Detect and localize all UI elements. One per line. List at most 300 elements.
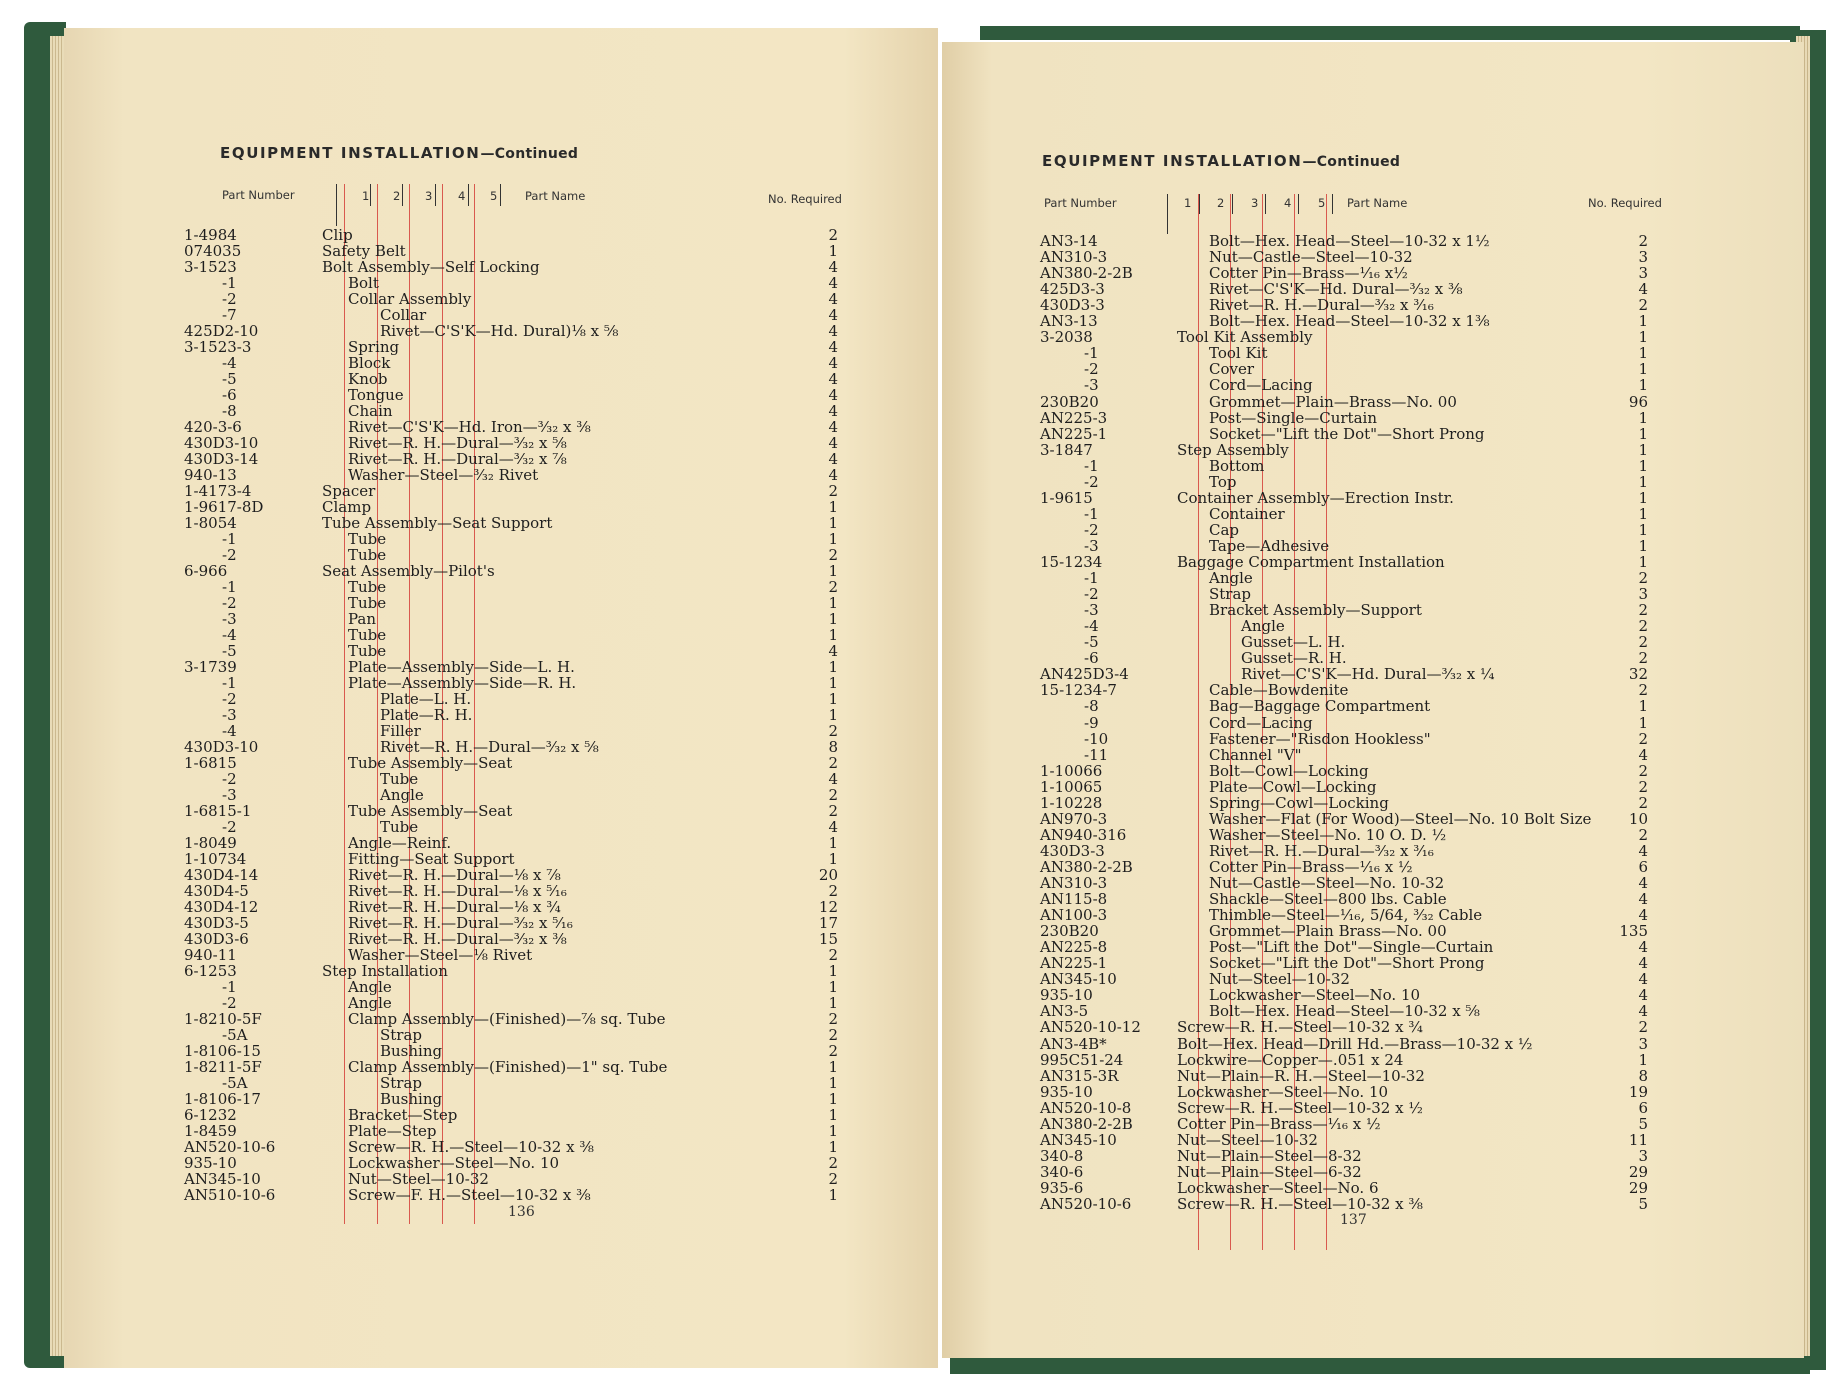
part-name: Nut—Castle—Steel—10-32	[1209, 248, 1413, 267]
part-name: Tool Kit	[1209, 344, 1268, 363]
left-part-row	[64, 595, 864, 611]
quantity-required: 1	[828, 690, 838, 708]
part-name: Angle	[348, 994, 392, 1012]
right-part-row	[942, 602, 1762, 618]
part-number: AN520-10-12	[1040, 1018, 1141, 1037]
quantity-required: 4	[828, 450, 838, 468]
part-number: -10	[1084, 729, 1109, 748]
quantity-required: 4	[828, 338, 838, 356]
quantity-required: 2	[828, 786, 838, 804]
part-number: -2	[1084, 472, 1099, 491]
left-part-row	[64, 339, 864, 355]
part-name: Rivet—R. H.—Dural—³⁄₃₂ x ⅝	[348, 434, 567, 452]
right-part-row	[942, 538, 1762, 554]
part-number: -1	[222, 578, 237, 596]
left-part-row	[64, 723, 864, 739]
part-number: -8	[1084, 697, 1099, 716]
part-name: Plate—L. H.	[380, 690, 472, 708]
quantity-required: 96	[1628, 392, 1648, 411]
left-part-row	[64, 771, 864, 787]
quantity-required: 29	[1628, 1162, 1648, 1181]
part-number: -6	[1084, 649, 1099, 668]
right-part-row	[942, 875, 1762, 891]
part-number: AN520-10-6	[1040, 1195, 1132, 1213]
part-number: 1-4984	[184, 226, 237, 244]
quantity-required: 2	[1638, 1018, 1648, 1037]
part-number: -2	[222, 594, 237, 612]
quantity-required: 1	[828, 498, 838, 516]
quantity-required: 4	[1638, 986, 1648, 1005]
part-number: AN510-10-6	[184, 1186, 276, 1204]
left-page-title	[220, 144, 578, 162]
part-number: 935-10	[184, 1154, 237, 1172]
left-col-part-number: Part Number	[222, 188, 295, 202]
left-part-row	[64, 755, 864, 771]
right-part-row	[942, 939, 1762, 955]
part-name: Rivet—R. H.—Dural—³⁄₃₂ x ³⁄₁₆	[1209, 841, 1434, 860]
left-part-row	[64, 323, 864, 339]
left-part-row	[64, 883, 864, 899]
quantity-required: 4	[1638, 954, 1648, 973]
part-name: Plate—Step	[348, 1122, 437, 1140]
part-number: -11	[1084, 745, 1109, 764]
right-part-row	[942, 634, 1762, 650]
quantity-required: 2	[828, 226, 838, 244]
part-name: Rivet—C'S'K—Hd. Dural—³⁄₃₂ x ¼	[1241, 665, 1495, 684]
part-name: Lockwasher—Steel—No. 10	[1209, 986, 1421, 1005]
left-part-row	[64, 995, 864, 1011]
right-part-row	[942, 329, 1762, 345]
quantity-required: 1	[1638, 536, 1648, 555]
part-name: Thimble—Steel—⅟₁₆, 5/64, ³⁄₃₂ Cable	[1209, 906, 1483, 925]
left-part-row	[64, 1011, 864, 1027]
left-part-row	[64, 835, 864, 851]
quantity-required: 1	[828, 1106, 838, 1124]
quantity-required: 2	[1638, 793, 1648, 812]
part-name: Rivet—R. H.—Dural—⅛ x ¾	[348, 898, 561, 916]
quantity-required: 1	[1638, 424, 1648, 443]
right-part-row	[942, 233, 1762, 249]
right-part-row	[942, 763, 1762, 779]
left-part-row	[64, 611, 864, 627]
quantity-required: 4	[828, 274, 838, 292]
part-name: Tube Assembly—Seat Support	[322, 514, 553, 532]
part-number: 430D3-10	[184, 738, 259, 756]
quantity-required: 1	[828, 242, 838, 260]
quantity-required: 4	[828, 322, 838, 340]
right-part-row	[942, 1196, 1762, 1212]
part-name: Washer—Flat (For Wood)—Steel—No. 10 Bolt Size	[1209, 809, 1592, 828]
quantity-required: 1	[828, 1122, 838, 1140]
part-number: -2	[222, 290, 237, 308]
part-number: 425D2-10	[184, 322, 259, 340]
left-part-row	[64, 291, 864, 307]
part-number: 1-8211-5F	[184, 1058, 262, 1076]
quantity-required: 4	[1638, 280, 1648, 299]
left-part-row	[64, 547, 864, 563]
part-name: Lockwire—Copper—.051 x 24	[1177, 1050, 1404, 1069]
left-part-row	[64, 435, 864, 451]
left-part-row	[64, 659, 864, 675]
part-name: Fitting—Seat Support	[348, 850, 515, 868]
part-name: Tube	[380, 818, 419, 836]
part-name: Tongue	[348, 386, 404, 404]
right-part-row	[942, 827, 1762, 843]
part-number: -3	[222, 786, 237, 804]
part-name: Fastener—"Risdon Hookless"	[1209, 729, 1431, 748]
left-divider	[336, 184, 337, 226]
left-tick-1	[370, 184, 371, 206]
left-col-indent-4: 4	[458, 189, 466, 203]
part-number: -3	[1084, 376, 1099, 395]
part-name: Bracket—Step	[348, 1106, 458, 1124]
part-name: Tube	[348, 594, 387, 612]
quantity-required: 2	[828, 482, 838, 500]
part-number: AN225-3	[1040, 408, 1108, 427]
part-name: Step Assembly	[1177, 440, 1289, 459]
quantity-required: 2	[828, 722, 838, 740]
left-part-row	[64, 243, 864, 259]
part-name: Spring	[348, 338, 400, 356]
left-part-row	[64, 1043, 864, 1059]
quantity-required: 4	[828, 370, 838, 388]
quantity-required: 4	[828, 818, 838, 836]
part-number: AN3-5	[1040, 1002, 1089, 1021]
right-part-row	[942, 490, 1762, 506]
part-name: Nut—Steel—10-32	[348, 1170, 489, 1188]
part-name: Bolt	[348, 274, 379, 292]
quantity-required: 2	[1638, 232, 1648, 250]
part-name: Angle	[1209, 569, 1253, 588]
part-number: -5A	[222, 1074, 248, 1092]
part-name: Plate—Assembly—Side—L. H.	[348, 658, 575, 676]
left-part-row	[64, 1059, 864, 1075]
quantity-required: 135	[1619, 922, 1648, 941]
right-part-row	[942, 1164, 1762, 1180]
quantity-required: 2	[828, 1154, 838, 1172]
left-part-row	[64, 739, 864, 755]
part-name: Tube Assembly—Seat	[348, 754, 513, 772]
quantity-required: 2	[828, 546, 838, 564]
part-number: AN425D3-4	[1040, 665, 1129, 684]
quantity-required: 1	[1638, 440, 1648, 459]
quantity-required: 19	[1628, 1082, 1648, 1101]
quantity-required: 3	[1638, 585, 1648, 604]
left-part-row	[64, 451, 864, 467]
part-name: Washer—Steel—⅛ Rivet	[348, 946, 533, 964]
left-col-indent-5: 5	[490, 189, 498, 203]
part-number: 430D3-6	[184, 930, 249, 948]
quantity-required: 1	[828, 514, 838, 532]
part-number: 1-8106-17	[184, 1090, 261, 1108]
right-part-row	[942, 410, 1762, 426]
part-number: 6-1232	[184, 1106, 237, 1124]
part-name: Seat Assembly—Pilot's	[322, 562, 495, 580]
part-number: 420-3-6	[184, 418, 242, 436]
left-part-row	[64, 387, 864, 403]
quantity-required: 4	[828, 258, 838, 276]
left-part-row	[64, 819, 864, 835]
right-part-row	[942, 249, 1762, 265]
quantity-required: 2	[1638, 296, 1648, 315]
left-tick-3	[435, 184, 436, 206]
right-part-row	[942, 1148, 1762, 1164]
quantity-required: 8	[828, 738, 838, 756]
part-name: Plate—Assembly—Side—R. H.	[348, 674, 577, 692]
right-part-row	[942, 297, 1762, 313]
part-number: -2	[222, 770, 237, 788]
left-part-row	[64, 563, 864, 579]
right-col-part-number: Part Number	[1044, 196, 1117, 210]
part-number: 430D3-3	[1040, 296, 1105, 315]
right-col-indent-3: 3	[1251, 196, 1259, 210]
quantity-required: 3	[1638, 264, 1648, 283]
part-name: Rivet—R. H.—Dural—³⁄₃₂ x ⅞	[348, 450, 567, 468]
part-name: Bolt—Cowl—Locking	[1209, 761, 1369, 780]
quantity-required: 3	[1638, 1034, 1648, 1053]
part-number: AN225-8	[1040, 938, 1108, 957]
part-number: AN310-3	[1040, 874, 1108, 892]
part-number: 935-10	[1040, 986, 1093, 1005]
right-col-indent-2: 2	[1217, 196, 1225, 210]
part-name: Clip	[322, 226, 353, 244]
quantity-required: 2	[1638, 761, 1648, 780]
left-part-row	[64, 483, 864, 499]
part-number: -4	[222, 626, 237, 644]
part-number: -1	[222, 674, 237, 692]
quantity-required: 1	[1638, 1050, 1648, 1069]
left-part-row	[64, 1171, 864, 1187]
part-number: -2	[222, 818, 237, 836]
left-part-row	[64, 1155, 864, 1171]
part-number: -5	[222, 370, 237, 388]
part-name: Lockwasher—Steel—No. 10	[1177, 1082, 1389, 1101]
quantity-required: 4	[1638, 874, 1648, 892]
right-part-row	[942, 1132, 1762, 1148]
part-name: Rivet—R. H.—Dural—³⁄₃₂ x ⅜	[348, 930, 567, 948]
right-part-row	[942, 1084, 1762, 1100]
part-name: Tube	[348, 546, 387, 564]
quantity-required: 2	[828, 1042, 838, 1060]
left-col-no-required: No. Required	[768, 192, 842, 206]
right-part-row	[942, 1003, 1762, 1019]
part-name: Rivet—R. H.—Dural—³⁄₃₂ x ⅝	[380, 738, 599, 756]
part-name: Cord—Lacing	[1209, 713, 1313, 732]
left-part-row	[64, 1123, 864, 1139]
part-number: 3-1523	[184, 258, 237, 276]
quantity-required: 1	[1638, 504, 1648, 523]
part-name: Clamp Assembly—(Finished)—⅞ sq. Tube	[348, 1010, 666, 1028]
quantity-required: 1	[1638, 520, 1648, 539]
right-part-row	[942, 394, 1762, 410]
quantity-required: 2	[1638, 569, 1648, 588]
right-part-row	[942, 570, 1762, 586]
right-part-row	[942, 907, 1762, 923]
part-number: 935-6	[1040, 1178, 1084, 1197]
right-tick-4	[1298, 194, 1299, 214]
quantity-required: 2	[1638, 777, 1648, 796]
part-name: Post—"Lift the Dot"—Single—Curtain	[1209, 938, 1494, 957]
right-part-row	[942, 650, 1762, 666]
part-number: 425D3-3	[1040, 280, 1105, 299]
right-part-row	[942, 698, 1762, 714]
left-part-row	[64, 915, 864, 931]
quantity-required: 4	[1638, 1002, 1648, 1021]
right-part-row	[942, 955, 1762, 971]
part-number: 3-1739	[184, 658, 237, 676]
part-number: 230B20	[1040, 922, 1099, 941]
part-number: AN310-3	[1040, 248, 1108, 267]
part-name: Screw—R. H.—Steel—10-32 x ⅜	[348, 1138, 594, 1156]
right-title-suffix: —Continued	[1302, 154, 1401, 170]
part-number: AN3-13	[1040, 312, 1098, 331]
quantity-required: 1	[828, 1090, 838, 1108]
part-name: Gusset—R. H.	[1241, 649, 1347, 668]
left-part-row	[64, 643, 864, 659]
part-name: Tube	[348, 642, 387, 660]
part-number: 940-11	[184, 946, 237, 964]
right-part-row	[942, 715, 1762, 731]
right-col-indent-5: 5	[1318, 196, 1326, 210]
quantity-required: 1	[828, 1074, 838, 1092]
left-page-number: 136	[508, 1204, 535, 1220]
left-part-row	[64, 1075, 864, 1091]
part-number: 1-8459	[184, 1122, 237, 1140]
part-number: -2	[1084, 360, 1099, 379]
part-name: Tool Kit Assembly	[1177, 328, 1313, 347]
part-name: Plate—Cowl—Locking	[1209, 777, 1377, 796]
part-name: Spring—Cowl—Locking	[1209, 793, 1389, 812]
part-name: Tube	[348, 530, 387, 548]
part-number: -1	[222, 978, 237, 996]
quantity-required: 3	[1638, 1146, 1648, 1165]
right-part-row	[942, 795, 1762, 811]
right-page-title	[1042, 152, 1400, 170]
part-number: 1-9617-8D	[184, 498, 264, 516]
left-part-row	[64, 787, 864, 803]
right-part-row	[942, 682, 1762, 698]
quantity-required: 4	[1638, 906, 1648, 925]
right-divider	[1167, 194, 1168, 234]
part-name: Bottom	[1209, 456, 1265, 475]
right-part-row	[942, 345, 1762, 361]
left-title-suffix: —Continued	[480, 146, 579, 162]
part-number: AN380-2-2B	[1040, 1114, 1133, 1133]
part-number: 15-1234-7	[1040, 681, 1117, 700]
part-number: -1	[1084, 504, 1099, 523]
left-part-row	[64, 579, 864, 595]
left-part-row	[64, 675, 864, 691]
left-col-indent-1: 1	[362, 189, 370, 203]
part-number: 430D4-14	[184, 866, 259, 884]
right-part-row	[942, 666, 1762, 682]
quantity-required: 5	[1638, 1195, 1648, 1213]
quantity-required: 2	[1638, 601, 1648, 620]
left-part-row	[64, 963, 864, 979]
part-name: Rivet—C'S'K—Hd. Dural—³⁄₃₂ x ⅜	[1209, 280, 1463, 299]
part-name: Block	[348, 354, 391, 372]
part-number: AN345-10	[184, 1170, 261, 1188]
right-part-row	[942, 474, 1762, 490]
part-number: AN3-14	[1040, 232, 1098, 250]
quantity-required: 2	[828, 946, 838, 964]
quantity-required: 4	[1638, 745, 1648, 764]
part-name: Bolt Assembly—Self Locking	[322, 258, 540, 276]
right-part-row	[942, 1180, 1762, 1196]
left-part-row	[64, 515, 864, 531]
part-name: Top	[1209, 472, 1237, 491]
part-number: 430D4-12	[184, 898, 259, 916]
part-name: Tube Assembly—Seat	[348, 802, 513, 820]
part-name: Washer—Steel—³⁄₃₂ Rivet	[348, 466, 539, 484]
right-part-row	[942, 618, 1762, 634]
left-part-row	[64, 307, 864, 323]
right-part-row	[942, 554, 1762, 570]
quantity-required: 2	[828, 754, 838, 772]
right-part-row	[942, 458, 1762, 474]
part-number: 935-10	[1040, 1082, 1093, 1101]
quantity-required: 1	[828, 562, 838, 580]
part-number: 940-13	[184, 466, 237, 484]
quantity-required: 15	[818, 930, 838, 948]
quantity-required: 1	[828, 834, 838, 852]
quantity-required: 20	[818, 866, 838, 884]
quantity-required: 1	[828, 978, 838, 996]
part-number: AN225-1	[1040, 424, 1108, 443]
part-name: Cap	[1209, 520, 1240, 539]
quantity-required: 1	[828, 594, 838, 612]
part-name: Grommet—Plain Brass—No. 00	[1209, 922, 1447, 941]
part-name: Bolt—Hex. Head—Steel—10-32 x 1½	[1209, 232, 1490, 250]
part-name: Step Installation	[322, 962, 448, 980]
left-part-row	[64, 259, 864, 275]
part-name: Nut—Steel—10-32	[1209, 970, 1350, 989]
part-name: Cover	[1209, 360, 1255, 379]
quantity-required: 12	[818, 898, 838, 916]
part-number: 1-10066	[1040, 761, 1103, 780]
part-name: Angle	[1241, 617, 1285, 636]
right-part-row	[942, 506, 1762, 522]
quantity-required: 1	[828, 1058, 838, 1076]
part-number: 1-9615	[1040, 488, 1093, 507]
part-number: 430D3-3	[1040, 841, 1105, 860]
quantity-required: 4	[828, 418, 838, 436]
part-name: Nut—Plain—Steel—8-32	[1177, 1146, 1362, 1165]
left-tick-4	[468, 184, 469, 206]
part-name: Chain	[348, 402, 393, 420]
right-part-row	[942, 971, 1762, 987]
quantity-required: 2	[1638, 825, 1648, 844]
quantity-required: 1	[828, 610, 838, 628]
part-name: Nut—Castle—Steel—No. 10-32	[1209, 874, 1445, 892]
quantity-required: 4	[828, 770, 838, 788]
quantity-required: 2	[1638, 649, 1648, 668]
part-name: Washer—Steel—No. 10 O. D. ½	[1209, 825, 1447, 844]
left-col-indent-3: 3	[425, 189, 433, 203]
left-part-row	[64, 403, 864, 419]
part-name: Clamp	[322, 498, 372, 516]
left-part-row	[64, 1187, 864, 1203]
quantity-required: 4	[828, 290, 838, 308]
part-name: Socket—"Lift the Dot"—Short Prong	[1209, 424, 1485, 443]
part-name: Rivet—C'S'K—Hd. Iron—³⁄₃₂ x ⅜	[348, 418, 591, 436]
part-number: AN940-316	[1040, 825, 1127, 844]
part-name: Plate—R. H.	[380, 706, 473, 724]
part-number: -1	[222, 530, 237, 548]
right-part-row	[942, 811, 1762, 827]
quantity-required: 1	[1638, 697, 1648, 716]
part-number: -2	[222, 546, 237, 564]
